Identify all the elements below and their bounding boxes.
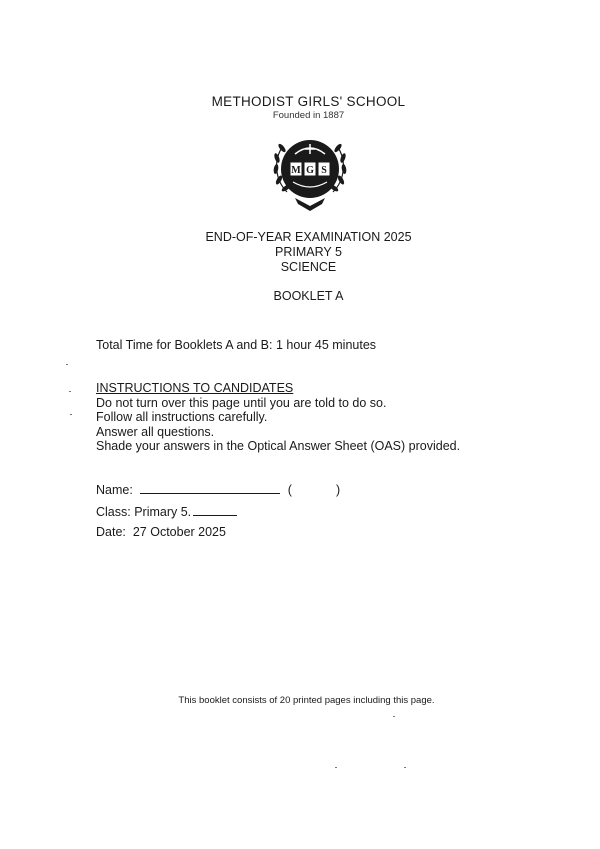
exam-level: PRIMARY 5 xyxy=(275,245,342,259)
total-time: Total Time for Booklets A and B: 1 hour 45 minutes xyxy=(96,338,377,352)
scan-speck xyxy=(66,364,68,365)
name-label: Name: xyxy=(96,483,133,497)
scan-speck xyxy=(335,767,337,768)
index-close-paren: ) xyxy=(335,483,341,497)
school-crest-logo xyxy=(265,124,355,214)
booklet-label: BOOKLET A xyxy=(273,289,344,303)
crest-letter-g: G xyxy=(306,165,314,176)
founded-year: Founded in 1887 xyxy=(272,110,345,121)
date-value: 27 October 2025 xyxy=(132,525,226,539)
instructions-heading: INSTRUCTIONS TO CANDIDATES xyxy=(96,381,294,395)
instruction-line: Follow all instructions carefully. xyxy=(96,410,268,424)
exam-subject: SCIENCE xyxy=(280,260,337,274)
date-label: Date: xyxy=(96,525,126,539)
candidate-details xyxy=(96,482,340,547)
crest-letter-s: S xyxy=(321,165,327,176)
name-row xyxy=(96,482,340,504)
page-count-note: This booklet consists of 20 printed pages including this page. xyxy=(178,695,435,706)
instructions-block xyxy=(96,381,460,454)
date-row xyxy=(96,525,340,547)
scan-speck xyxy=(393,716,395,717)
instruction-line: Answer all questions. xyxy=(96,424,215,439)
class-field[interactable] xyxy=(193,504,237,516)
instruction-line: Do not turn over this page until you are told to do so. xyxy=(96,395,387,410)
scan-speck xyxy=(70,414,72,415)
exam-title: END-OF-YEAR EXAMINATION 2025 xyxy=(205,230,412,244)
index-open-paren: ( xyxy=(287,483,292,497)
scan-speck xyxy=(404,767,406,768)
instruction-line: Shade your answers in the Optical Answer Sheet (OAS) provided. xyxy=(96,439,461,453)
scan-speck xyxy=(69,391,71,392)
class-label: Class: Primary 5. xyxy=(96,504,192,519)
name-field[interactable] xyxy=(140,482,280,494)
crest-letter-m: M xyxy=(291,165,301,176)
school-name: METHODIST GIRLS' SCHOOL xyxy=(211,94,406,109)
class-row xyxy=(96,504,340,526)
